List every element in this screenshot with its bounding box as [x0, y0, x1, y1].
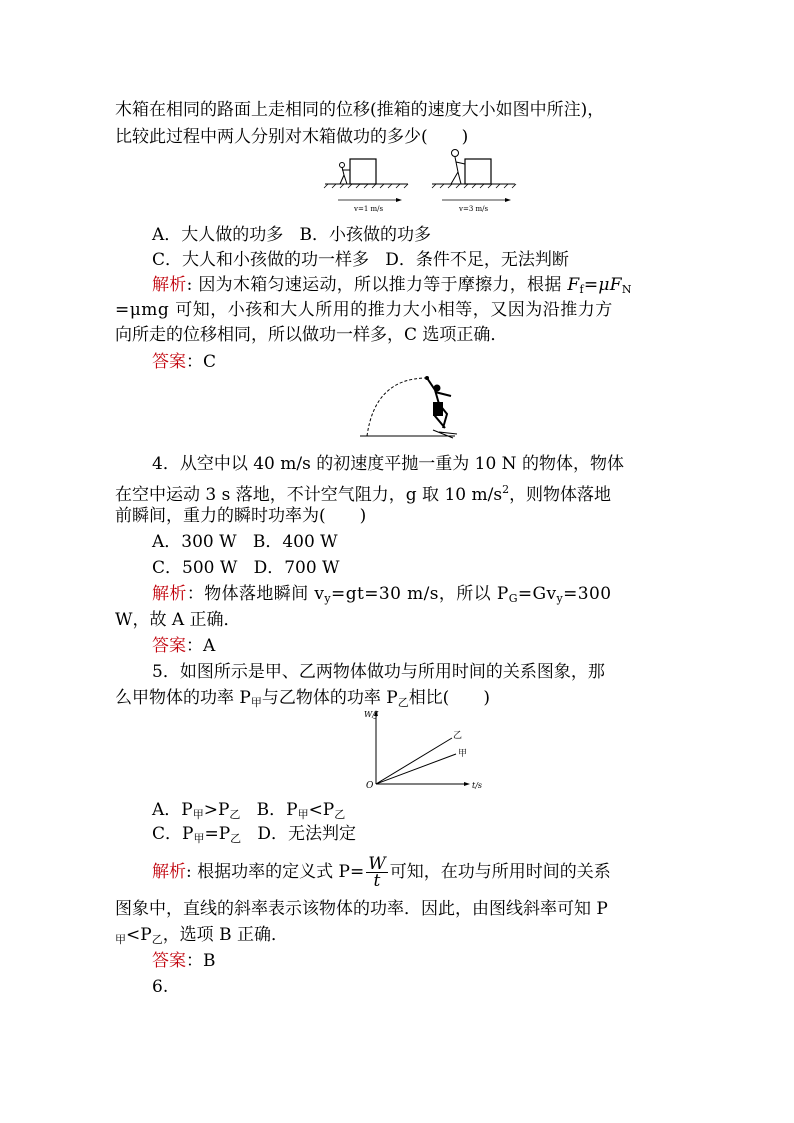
power-fraction: $\frac{W}{t}$: [368, 854, 386, 891]
q5-option-c[interactable]: C．$P_甲=P_乙$: [152, 824, 242, 845]
q3-child-pushing-box: [324, 159, 408, 213]
q3-option-a[interactable]: A．大人做的功多: [152, 225, 284, 245]
q3-adult-pushing-box: [432, 150, 516, 214]
q4-throwing-figure: [355, 372, 475, 444]
q3-analysis-line3: 向所走的位移相同，所以做功一样多，C 选项正确．: [115, 325, 508, 345]
q3-stem-line2: 比较此过程中两人分别对木箱做功的多少( ): [115, 127, 469, 147]
q5-option-b[interactable]: B．$P_甲<P_乙$: [256, 800, 346, 821]
q5-stem-line1: 5．如图所示是甲、乙两物体做功与所用时间的关系图象，那: [152, 662, 605, 682]
line-jia-label: 甲: [458, 749, 468, 759]
q5-options-cd: [152, 822, 356, 851]
q3-answer-value: ：C: [186, 352, 217, 372]
line-jia: [376, 754, 456, 784]
q3-analysis-line2: =μmg 可知，小孩和大人所用的推力大小相等，又因为沿推力方: [115, 300, 613, 320]
q4-stem-line2: 在空中运动 3 s 落地，不计空气阻力，g 取 10 $m/s^2$，则物体落地: [115, 483, 612, 505]
q5-option-d[interactable]: D．无法判定: [257, 824, 356, 844]
q4-option-d[interactable]: D．700 W: [253, 558, 340, 578]
q3-pushing-boxes-figure: [320, 148, 520, 218]
q4-option-b[interactable]: B．400 W: [252, 532, 338, 552]
q6-number: 6.: [152, 977, 169, 997]
y-axis-label: W/J: [364, 710, 379, 719]
q3-answer-label: 答案: [152, 352, 186, 372]
q4-options-cd: [152, 556, 340, 580]
q4-analysis-label: 解析: [152, 584, 187, 604]
q3-stem-line1: 木箱在相同的路面上走相同的位移(推箱的速度大小如图中所注)，: [115, 100, 605, 120]
q3-option-c[interactable]: C．大人和小孩做的功一样多: [152, 250, 370, 270]
q5-stem-line2: 么甲物体的功率 $P_甲$与乙物体的功率 $P_乙$相比( ): [115, 688, 490, 709]
q4-options-ab: [152, 530, 338, 554]
q4-answer-label: 答案: [152, 636, 186, 656]
q4-option-c[interactable]: C．500 W: [152, 558, 238, 578]
q5-answer-value: ：B: [186, 951, 216, 971]
q4-analysis-line1: 解析：物体落地瞬间 $v_y=gt=30$ m/s，所以 $P_G=Gv_y=300$: [152, 584, 612, 605]
q4-stem-line1: 4．从空中以 40 m/s 的初速度平抛一重为 10 N 的物体，物体: [152, 454, 624, 474]
q3-option-d[interactable]: D．条件不足，无法判断: [385, 250, 569, 270]
q5-analysis-line3: $_甲<P_乙$，选项 B 正确．: [115, 925, 288, 946]
q4-answer-value: ：A: [186, 636, 216, 656]
q3-analysis-label: 解析: [152, 275, 187, 295]
q3-options-ab: [152, 223, 431, 247]
q5-analysis-line2: 图象中，直线的斜率表示该物体的功率．因此，由图线斜率可知 P: [115, 899, 608, 919]
q5-analysis-label: 解析: [152, 862, 186, 882]
q4-analysis-line2: W，故 A 正确．: [115, 610, 241, 630]
q5-answer: [152, 949, 216, 973]
q3-options-cd: [152, 248, 569, 272]
q3-option-b[interactable]: B．小孩做的功多: [299, 225, 431, 245]
x-axis-label: t/s: [472, 781, 483, 790]
q5-analysis-line1: 解析: 根据功率的定义式 P= $\frac{W}{t}$ 可知，在功与所用时间的关系: [152, 854, 611, 891]
q4-option-a[interactable]: A．300 W: [152, 532, 237, 552]
line-yi-label: 乙: [453, 731, 463, 741]
q5-answer-label: 答案: [152, 951, 186, 971]
q5-work-time-graph: [362, 708, 482, 790]
line-yi: [376, 738, 452, 784]
q3-answer: [152, 350, 216, 374]
q4-answer: [152, 634, 215, 658]
origin-label: O: [366, 781, 374, 791]
q3-right-velocity-label: v=3 m/s: [459, 205, 489, 213]
q4-stem-line3: 前瞬间，重力的瞬时功率为( ): [115, 506, 367, 526]
q3-analysis-line1: 解析: 因为木箱匀速运动，所以推力等于摩擦力，根据 $F_f=\mu F_N$: [152, 275, 632, 296]
q3-left-velocity-label: v=1 m/s: [354, 205, 384, 213]
q5-option-a[interactable]: A．$P_甲>P_乙$: [152, 800, 241, 821]
